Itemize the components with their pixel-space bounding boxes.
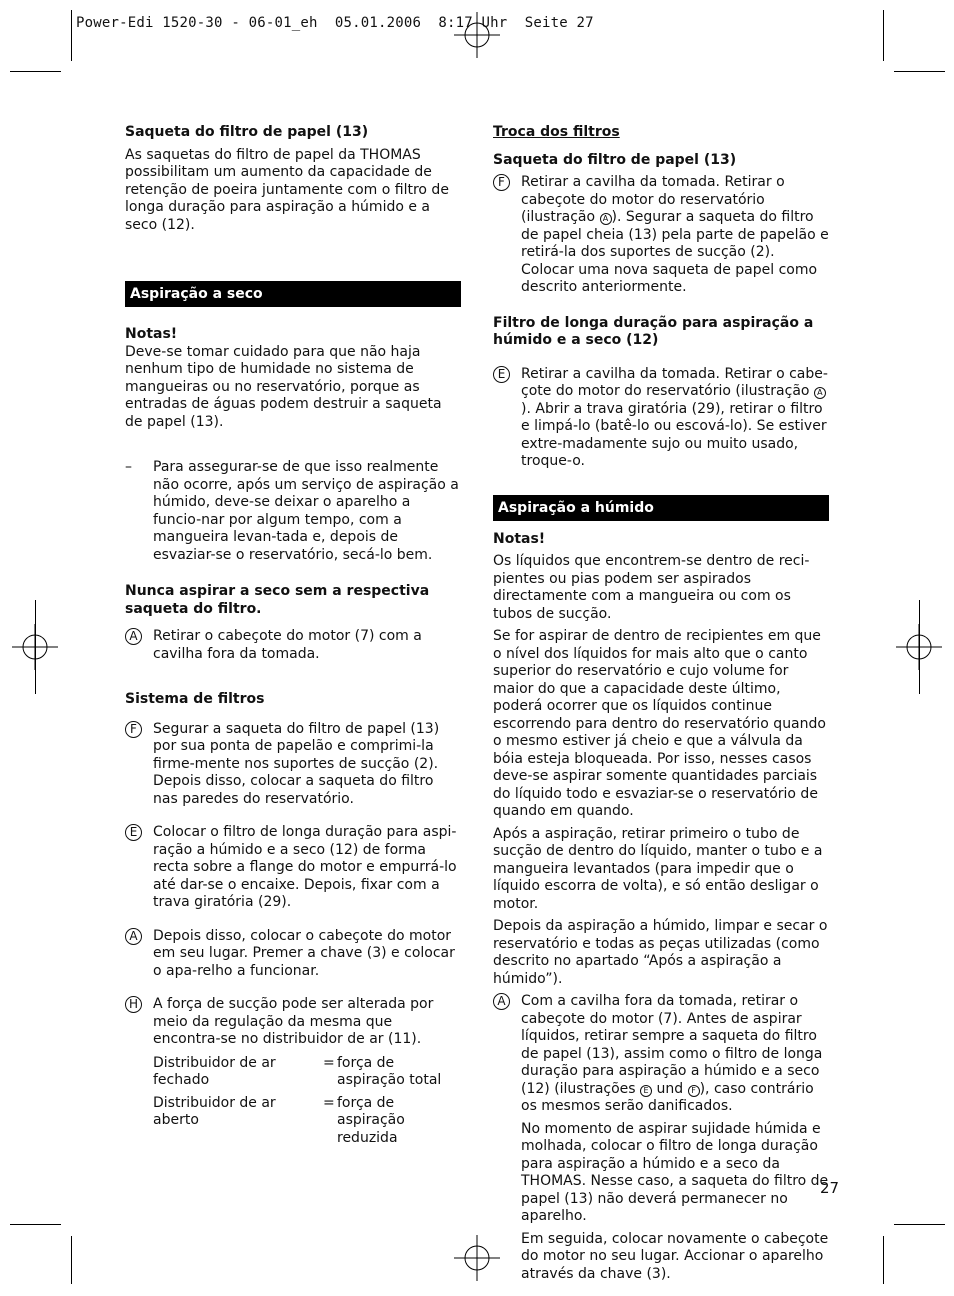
registration-line (35, 600, 36, 694)
paragraph: Deve-se tomar cuidado para que não haja nenhum tipo de humidade no sistema de mangueiras ou no reservatório, porque as entradas de águas podem destruir a saqueta de papel (13). (125, 343, 442, 430)
paragraph: As saquetas do filtro de papel da THOMAS possibilitam um aumento da capacidade de retenção de poeira juntamente com o filtro de longa duração para aspiração a húmido e a seco (12). (125, 146, 449, 233)
illustration-label: H (125, 996, 142, 1013)
section-bar-wet: Aspiração a húmido (493, 495, 829, 521)
warning-heading: Nunca aspirar a seco sem a respectiva saqueta do filtro. (125, 583, 430, 617)
crop-mark (10, 1224, 61, 1225)
text-run: Retirar a cavilha da tomada. Retirar o cabeçote do motor do reservatório (ilustração (521, 174, 785, 225)
instruction-item (493, 993, 829, 1283)
instruction-text: Segurar a saqueta do filtro de papel (13) por sua ponta de papelão e comprimi-la firme-mente nos suportes de sucção (2). Depois disso, colocar a saqueta do filtro nas paredes do reservatório. (153, 720, 440, 807)
text-run: ), caso contrário os mesmos serão danificados. (521, 1080, 814, 1114)
table-cell: = (323, 1094, 335, 1111)
illustration-label: A (125, 628, 142, 645)
section-heading: Saqueta do filtro de papel (13) (125, 124, 369, 140)
crop-mark (883, 1236, 884, 1284)
instruction-text: A força de sucção pode ser alterada por meio da regulação da mesma que encontra-se no distribuidor de ar (11). (153, 996, 434, 1047)
left-column (125, 124, 461, 1147)
subsection-heading: Filtro de longa duração para aspiração a húmido e a seco (12) (493, 314, 814, 348)
text-run: ). Abrir a trava giratória (29), retirar o filtro e limpá-lo (batê-lo ou escová-lo). Se estiver extre-madamente sujo ou muito usado, troque-o. (521, 400, 827, 469)
instruction-text: Depois disso, colocar o cabeçote do motor em seu lugar. Premer a chave (3) e colocar o apa-relho a funcionar. (153, 927, 455, 979)
instruction-item (125, 721, 461, 809)
illustration-ref: F (688, 1085, 700, 1097)
illustration-label: E (125, 824, 142, 841)
table-cell: força de aspiração reduzida (337, 1094, 405, 1146)
dash-marker: – (125, 459, 132, 475)
text-run: Com a cavilha fora da tomada, retirar o cabeçote do motor (7). Antes de aspirar líquidos, retirar sempre a saqueta do filtro de papel (13), assim como o filtro de longa duração para aspiração a húmido e a seco (12) (ilustrações (521, 993, 823, 1097)
instruction-item (125, 996, 461, 1147)
crop-mark (71, 1236, 72, 1284)
notes-heading: Notas! (125, 326, 178, 342)
instruction-text: Colocar o filtro de longa duração para aspi-ração a húmido e a seco (12) de forma recta sobre a flange do motor e empurrá-lo até dar-se o encaixe. Depois, fixar com a trava giratória (29). (153, 824, 457, 910)
instruction-item (493, 366, 829, 471)
subsection-heading: Saqueta do filtro de papel (13) (493, 151, 737, 168)
table-cell: força de aspiração total (337, 1054, 442, 1088)
page-number: 27 (820, 1179, 840, 1197)
crop-mark (894, 71, 945, 72)
paragraph: Após a aspiração, retirar primeiro o tubo de sucção de dentro do líquido, manter o tubo e a mangueira levantados (para impedir que o líquido escorra de volta), e só então desligar o motor. (493, 825, 823, 912)
paragraph: Os líquidos que encontrem-se dentro de reci-pientes ou pias podem ser aspirados directamente com a mangueira ou com os tubos de sucção. (493, 553, 810, 622)
instruction-item (125, 628, 461, 663)
instruction-text (521, 366, 829, 471)
text-run: ). Segurar a saqueta do filtro de papel cheia (13) pela parte de papelão e retirá-la dos suportes de sucção (2). Colocar uma nova saqueta de papel como descrito anteriormente. (521, 209, 829, 295)
illustration-ref: A (600, 213, 612, 225)
table-cell: Distribuidor de ar aberto (153, 1094, 276, 1128)
instruction-text: Retirar o cabeçote do motor (7) com a cavilha fora da tomada. (153, 628, 422, 662)
print-slug: Power-Edi 1520-30 - 06-01_eh 05.01.2006 8:17 Uhr Seite 27 (76, 15, 594, 31)
section-bar-dry: Aspiração a seco (125, 281, 461, 307)
instruction-text: Em seguida, colocar novamente o cabeçote do motor no seu lugar. Accionar o aparelho através da chave (3). (521, 1230, 829, 1282)
instruction-item (125, 928, 461, 981)
illustration-label: F (125, 721, 142, 738)
instruction-item (493, 174, 829, 297)
illustration-label: F (493, 174, 510, 191)
instruction-text (521, 993, 829, 1116)
text-run: Retirar a cavilha da tomada. Retirar o cabe-çote do motor do reservatório (ilustração (521, 365, 828, 399)
notes-heading: Notas! (493, 530, 546, 547)
instruction-item (125, 824, 461, 912)
crop-mark (883, 10, 884, 61)
instruction-text: No momento de aspirar sujidade húmida e molhada, colocar o filtro de longa duração para aspiração a húmido e a seco da THOMAS. Nesse caso, a saqueta do filtro de papel (13) não deverá permanecer no aparelho. (521, 1120, 829, 1224)
crop-mark (71, 10, 72, 61)
table-cell: = (323, 1054, 335, 1071)
registration-line (919, 600, 920, 694)
text-run: und (656, 1080, 684, 1097)
illustration-ref: E (640, 1085, 652, 1097)
paragraph: Se for aspirar de dentro de recipientes em que o nível dos líquidos for mais alto que o canto superior do reservatório e cujo volume for maior do que a capacidade deste último, poderá ocorrer que os líquidos continue escorrendo para dentro do reservatório quando o mesmo estiver já cheio e que a válvula da bóia esteja bloqueada. Por isso, nesses casos deve-se aspirar somente quantidades parciais do líquido todo e esvaziar-se o reservatório de quando em quando. (493, 628, 826, 819)
right-column (493, 124, 829, 1283)
crop-mark (894, 1224, 945, 1225)
section-heading: Troca dos filtros (493, 124, 620, 140)
illustration-label: A (125, 928, 142, 945)
registration-mark (454, 12, 500, 58)
illustration-ref: A (814, 387, 826, 399)
crop-mark (10, 71, 61, 72)
air-distributor-table (153, 1055, 461, 1148)
section-heading: Sistema de filtros (125, 691, 265, 707)
paragraph: Depois da aspiração a húmido, limpar e secar o reservatório e todas as peças utilizadas (como descrito no apartado “Após a aspiração a húmido”). (493, 918, 828, 987)
dash-item (125, 459, 461, 564)
illustration-label: E (493, 366, 510, 383)
illustration-label: A (493, 993, 510, 1010)
instruction-text (521, 174, 829, 297)
table-cell: Distribuidor de ar fechado (153, 1054, 276, 1088)
paragraph: Para assegurar-se de que isso realmente não ocorre, após um serviço de aspiração a húmido, deve-se deixar o aparelho a funcio-nar por algum tempo, com a mangueira levan-tada e, depois de esvaziar-se o reservatório, secá-lo bem. (153, 459, 459, 563)
